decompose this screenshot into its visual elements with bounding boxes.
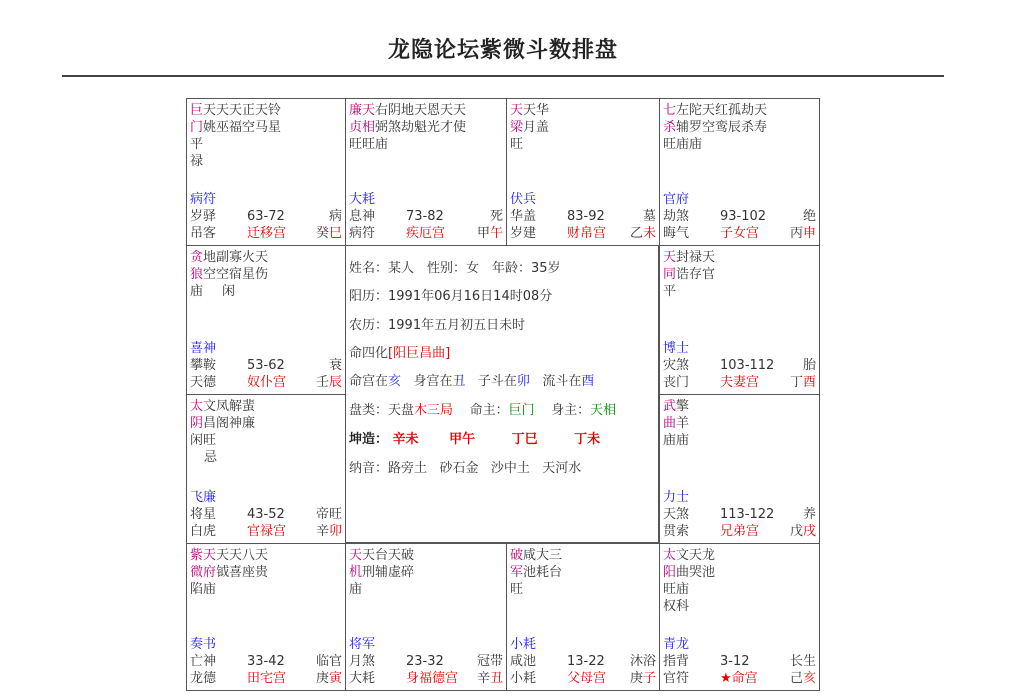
age-range: 13-22 [567,654,605,669]
age-range: 33-42 [247,654,285,669]
stem: 辛 [476,671,490,686]
stem: 辛 [315,524,329,539]
main-star: 太 [190,399,204,414]
jiangqian-star: 龙德 [190,671,217,686]
mingzhu-label: 命主： [469,403,509,418]
main-star: 微府 [190,565,217,580]
palace-xu [659,394,820,544]
brightness: 旺庙 [663,582,690,597]
ganzhi [790,670,816,687]
main-star: 狼 [190,267,204,282]
main-star: 武 [663,399,677,414]
age-range: 73-82 [406,209,444,224]
palace-stars [349,547,503,598]
palace-row-1 [190,506,342,523]
jiangqian-star: 晦气 [663,226,690,241]
liudou-value: 酉 [581,374,595,389]
star-line [349,547,503,564]
twelve-god: 伏兵 [510,192,537,207]
palace-stars [663,102,816,153]
star-line [190,547,342,564]
stem: 己 [789,671,803,686]
main-star: 贞相 [349,120,376,135]
star-line [663,564,816,581]
branch: 亥 [802,671,816,686]
nayin-hour: 天河水 [542,461,582,476]
star-line [190,249,342,266]
minor-stars: 诰存官 [676,267,716,282]
ganzhi [316,670,342,687]
palace-row-2 [663,374,816,391]
nayin-day: 沙中土 [490,461,530,476]
branch: 丑 [489,671,503,686]
palace-footer [349,191,503,242]
brightness: 旺 [510,137,524,152]
star-line [663,266,816,283]
star-line [190,102,342,119]
ganzhi [316,523,342,540]
age-range: 3-12 [720,654,750,669]
main-star: 巨 [190,103,204,118]
palace-wu [345,98,507,246]
palace-footer [190,340,342,391]
minor-stars: 空空宿星伤 [203,267,269,282]
minor-stars: 天台天破 [362,548,415,563]
brightness: 庙庙 [663,433,690,448]
ganzhi [477,225,503,242]
twelve-god: 官府 [663,192,690,207]
star-line [190,564,342,581]
minor-stars: 弼煞劫魁光才使 [375,120,467,135]
palace-chen [186,245,346,395]
palace-name: 奴仆宫 [247,375,287,390]
jiangqian-star: 大耗 [349,671,376,686]
nayin-line [349,457,581,476]
palace-row-1 [190,653,342,670]
star-line [663,415,816,432]
palace-stars [663,398,816,449]
palace-stars [190,102,342,170]
brightness: 旺旺庙 [349,137,389,152]
ganzhi [790,374,816,391]
palace-wei [506,98,660,246]
minor-stars: 文天龙 [676,548,716,563]
palace-zi [506,543,660,691]
minor-stars: 封禄天 [676,250,716,265]
palace-chou [345,543,507,691]
brightness: 庙 [349,582,363,597]
main-star: 天 [663,250,677,265]
branch: 未 [642,226,656,241]
changsheng: 死 [489,209,503,224]
ganzhi [316,374,342,391]
branch: 申 [802,226,816,241]
minor-stars: 辅罗空鸾辰杀寿 [676,120,768,135]
twelve-god: 飞廉 [190,490,217,505]
pillar-hour: 丁未 [574,432,601,447]
palace-row-1 [349,653,503,670]
palace-row-1 [190,357,342,374]
minor-stars: 右阴地天恩天天 [375,103,467,118]
stem: 庚 [315,671,329,686]
main-star: 阳 [663,565,677,580]
stem: 乙 [629,226,643,241]
brightness: 闲 [222,284,236,299]
star-line [190,415,342,432]
palace-name: 兄弟宫 [720,524,760,539]
minor-stars: 咸大三 [523,548,563,563]
suiqian-star: 灾煞 [663,358,690,373]
stem: 壬 [315,375,329,390]
ming-gong-label: 命宫在 [349,374,389,389]
branch: 酉 [802,375,816,390]
shenzhu-value: 天相 [590,403,617,418]
age-range: 53-62 [247,358,285,373]
branch: 子 [642,671,656,686]
sihua-mark: 权科 [663,599,690,614]
suiqian-star: 咸池 [510,654,537,669]
palace-footer [510,191,656,242]
stem: 庚 [629,671,643,686]
branch: 戌 [802,524,816,539]
palace-footer [349,636,503,687]
changsheng: 冠带 [476,654,503,669]
age-range: 83-92 [567,209,605,224]
main-star: 七 [663,103,677,118]
age-range: 103-112 [720,358,775,373]
star-line [510,547,656,564]
twelve-god: 病符 [190,192,217,207]
main-star: 廉天 [349,103,376,118]
star-line [349,564,503,581]
star-line [663,119,816,136]
main-star: 同 [663,267,677,282]
palace-name: 身福德宫 [406,671,459,686]
jiangqian-star: 贯索 [663,524,690,539]
palace-stars [510,547,656,598]
twelve-god: 青龙 [663,637,690,652]
main-star: 军 [510,565,524,580]
star-line [349,102,503,119]
star-line [190,398,342,415]
palace-name: 疾厄宫 [406,226,446,241]
changsheng: 衰 [328,358,342,373]
palace-row-2 [190,374,342,391]
palace-row-1 [510,653,656,670]
minor-stars: 姚巫福空马星 [203,120,282,135]
palace-name: 子女宫 [720,226,760,241]
palace-row-1 [663,208,816,225]
jiangqian-star: 天德 [190,375,217,390]
pan-line [349,399,616,418]
palace-name: 夫妻宫 [720,375,760,390]
palace-row-2 [663,670,816,687]
main-star: 曲 [663,416,677,431]
stem: 甲 [476,226,490,241]
palace-stars [663,547,816,615]
age-range: 63-72 [247,209,285,224]
main-star: 贪 [190,250,204,265]
center-info-panel [345,245,659,543]
twelve-god: 奏书 [190,637,217,652]
brightness: 陷庙 [190,582,217,597]
pillar-month: 甲午 [449,432,476,447]
pillar-year: 辛未 [392,432,419,447]
palace-row-2 [190,670,342,687]
star-line [510,119,656,136]
age-range: 43-52 [247,507,285,522]
stem: 丙 [789,226,803,241]
suiqian-star: 亡神 [190,654,217,669]
palace-stars [190,249,342,300]
star-line [510,564,656,581]
star-line [190,119,342,136]
changsheng: 沐浴 [629,654,656,669]
qianzao-label: 坤造： [349,432,389,447]
brightness: 庙 [190,284,204,299]
palace-footer [663,489,816,540]
suiqian-star: 攀鞍 [190,358,217,373]
bazi-line [349,428,600,447]
changsheng: 墓 [642,209,656,224]
stem: 癸 [315,226,329,241]
twelve-god: 喜神 [190,341,217,356]
palace-yin [186,543,346,691]
suiqian-star: 息神 [349,209,376,224]
ganzhi [790,225,816,242]
twelve-god: 小耗 [510,637,537,652]
palace-name: 官禄宫 [247,524,287,539]
branch: 寅 [328,671,342,686]
jiangqian-star: 吊客 [190,226,217,241]
brightness: 旺 [510,582,524,597]
title-divider [62,75,944,77]
main-star: 紫天 [190,548,217,563]
main-star: 梁 [510,120,524,135]
stem: 丁 [789,375,803,390]
minor-stars: 天天天正天铃 [203,103,282,118]
palace-stars [190,547,342,598]
minor-stars: 昌阁神廉 [203,416,256,431]
suiqian-star: 劫煞 [663,209,690,224]
star-line [663,398,816,415]
star-line [190,266,342,283]
palace-row-1 [510,208,656,225]
main-star: 天 [510,103,524,118]
palace-si [186,98,346,246]
minor-stars: 天天八天 [216,548,269,563]
jiangqian-star: 小耗 [510,671,537,686]
changsheng: 胎 [802,358,816,373]
changsheng: 病 [328,209,342,224]
pillar-day: 丁巳 [511,432,538,447]
changsheng: 帝旺 [315,507,342,522]
minor-stars: 曲哭池 [676,565,716,580]
minor-stars: 刑辅虚碎 [362,565,415,580]
jiangqian-star: 白虎 [190,524,217,539]
lunar-date: 农历：1991年五月初五日未时 [349,318,526,333]
nayin-label: 纳音： [349,461,389,476]
branch: 卯 [328,524,342,539]
palace-name: 财帛宫 [567,226,607,241]
palace-footer [190,191,342,242]
suiqian-star: 天煞 [663,507,690,522]
main-star: 门 [190,120,204,135]
branch: 巳 [328,226,342,241]
minor-stars: 池耗台 [523,565,563,580]
palace-hai [659,543,820,691]
palace-row-2 [349,225,503,242]
star-line [349,119,503,136]
ganzhi [790,523,816,540]
brightness: 闲旺 [190,433,217,448]
nayin-month: 砂石金 [439,461,479,476]
zidou-label: 子斗在 [477,374,517,389]
changsheng: 绝 [802,209,816,224]
palace-stars [190,398,342,466]
minor-stars: 月盖 [523,120,550,135]
suiqian-star: 指背 [663,654,690,669]
palace-location-line [349,370,594,389]
star-line [510,102,656,119]
sihua-label: 命四化 [349,346,389,361]
pan-value: 木三局 [414,403,454,418]
changsheng: 养 [802,507,816,522]
twelve-god: 将军 [349,637,376,652]
palace-row-2 [510,225,656,242]
shenzhu-label: 身主： [551,403,591,418]
ganzhi [316,225,342,242]
ganzhi [630,670,656,687]
palace-stars [663,249,816,300]
star-line [663,547,816,564]
palace-footer [663,340,816,391]
sihua-mark: 忌 [204,450,218,465]
solar-date: 阳历：1991年06月16日14时08分 [349,289,553,304]
branch: 辰 [328,375,342,390]
palace-name: 迁移宫 [247,226,287,241]
palace-name: 田宅宫 [247,671,287,686]
brightness: 平 [663,284,677,299]
palace-stars [349,102,503,153]
palace-name: ★命宫 [720,671,758,686]
changsheng: 长生 [789,654,816,669]
palace-stars [510,102,656,153]
palace-footer [190,636,342,687]
twelve-god: 博士 [663,341,690,356]
palace-row-2 [663,523,816,540]
palace-row-2 [349,670,503,687]
palace-shen [659,98,820,246]
stem: 戊 [789,524,803,539]
minor-stars: 钺喜座贵 [216,565,269,580]
age-range: 93-102 [720,209,767,224]
age-range: 113-122 [720,507,775,522]
palace-name: 父母宫 [567,671,607,686]
palace-row-2 [510,670,656,687]
jiangqian-star: 官符 [663,671,690,686]
main-star: 杀 [663,120,677,135]
palace-row-2 [190,225,342,242]
pan-label: 盘类：天盘 [349,403,415,418]
brightness: 平 [190,137,204,152]
palace-footer [510,636,656,687]
mingzhu-value: 巨门 [508,403,535,418]
suiqian-star: 华盖 [510,209,537,224]
ming-gong-value: 亥 [388,374,402,389]
age-range: 23-32 [406,654,444,669]
palace-row-1 [663,506,816,523]
palace-mao [186,394,346,544]
minor-stars: 地副寡火天 [203,250,269,265]
shen-gong-label: 身宫在 [413,374,453,389]
minor-stars: 羊 [676,416,690,431]
brightness: 旺庙庙 [663,137,703,152]
palace-you [659,245,820,395]
jiangqian-star: 丧门 [663,375,690,390]
palace-footer [190,489,342,540]
minor-stars: 文凤解蜚 [203,399,256,414]
star-line [663,102,816,119]
jiangqian-star: 病符 [349,226,376,241]
palace-row-2 [190,523,342,540]
minor-stars: 左陀天红孤劫天 [676,103,768,118]
palace-footer [663,191,816,242]
palace-row-2 [663,225,816,242]
palace-row-1 [349,208,503,225]
sihua-value: [阳巨昌曲] [388,346,451,361]
branch: 午 [489,226,503,241]
twelve-god: 大耗 [349,192,376,207]
main-star: 机 [349,565,363,580]
shen-gong-value: 丑 [452,374,466,389]
main-star: 破 [510,548,524,563]
ganzhi [477,670,503,687]
zidou-value: 卯 [516,374,530,389]
page-title: 龙隐论坛紫微斗数排盘 [387,38,618,63]
palace-row-1 [663,653,816,670]
palace-row-1 [663,357,816,374]
ganzhi [630,225,656,242]
minor-stars: 擎 [676,399,690,414]
palace-footer [663,636,816,687]
jiangqian-star: 岁建 [510,226,537,241]
main-star: 天 [349,548,363,563]
suiqian-star: 将星 [190,507,217,522]
main-star: 阴 [190,416,204,431]
suiqian-star: 岁驿 [190,209,217,224]
star-line [663,249,816,266]
liudou-label: 流斗在 [542,374,582,389]
changsheng: 临官 [315,654,342,669]
palace-row-1 [190,208,342,225]
main-star: 太 [663,548,677,563]
suiqian-star: 月煞 [349,654,376,669]
sihua-mark: 禄 [190,154,204,169]
nayin-year: 路旁土 [388,461,428,476]
twelve-god: 力士 [663,490,690,505]
sihua-line [349,342,450,361]
basic-info: 姓名：某人 性别：女 年龄：35岁 [349,261,561,276]
minor-stars: 天华 [523,103,550,118]
